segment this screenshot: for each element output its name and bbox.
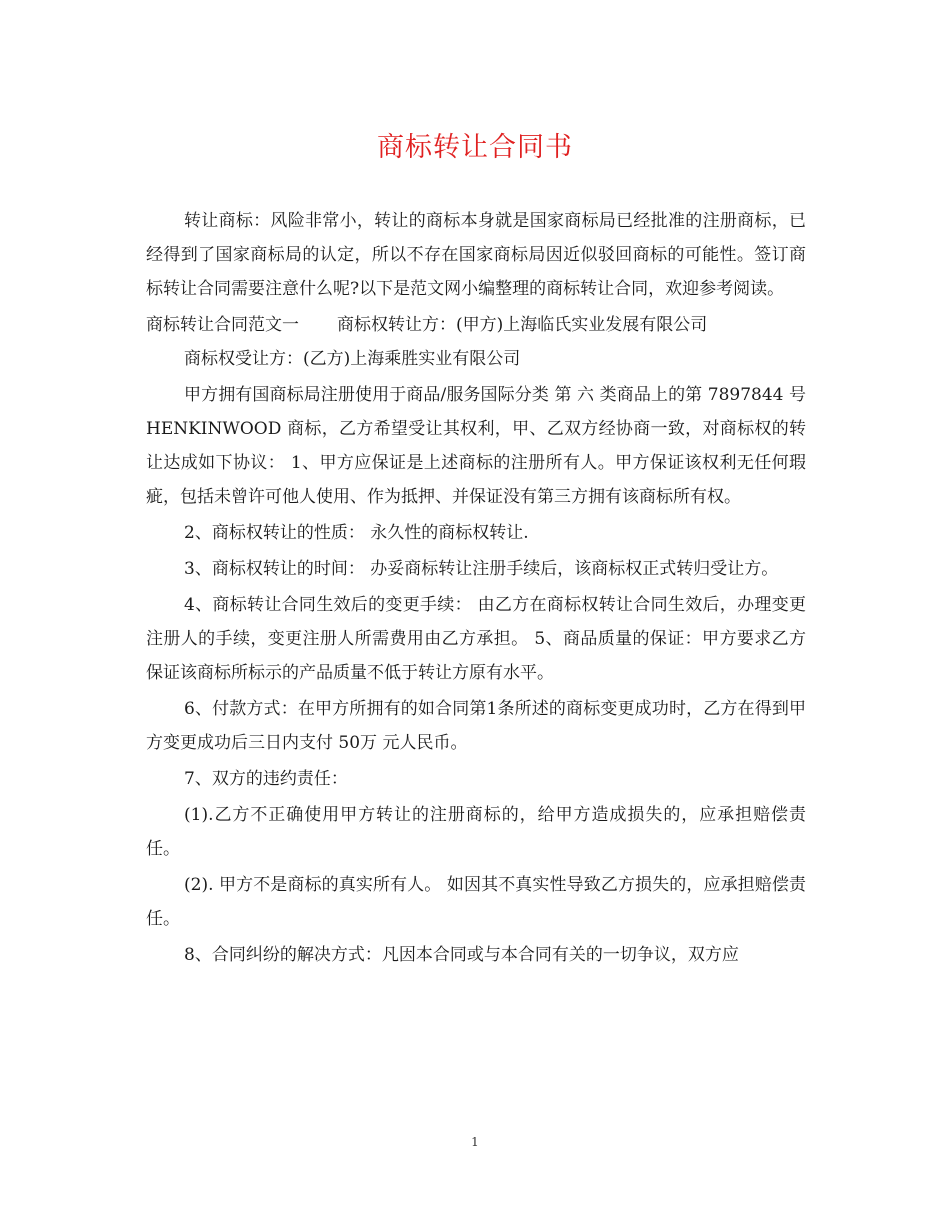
page-number: 1 bbox=[471, 1135, 479, 1149]
clause-7: 7、双方的违约责任： bbox=[184, 769, 348, 789]
parties-line bbox=[146, 308, 806, 342]
clause-2: 2、商标权转让的性质： 永久性的商标权转让. bbox=[184, 523, 529, 543]
document-title: 商标转让合同书 bbox=[377, 132, 573, 163]
clause-6: 6、付款方式：在甲方所拥有的如合同第1条所述的商标变更成功时，乙方在得到甲方变更成功后三日内支付 50万 元人民币。 bbox=[146, 699, 806, 753]
clause-3: 3、商标权转让的时间： 办妥商标转让注册手续后，该商标权正式转归受让方。 bbox=[184, 559, 779, 579]
clause-1: 甲方拥有国商标局注册使用于商品/服务国际分类 第 六 类商品上的第 7897844 号HENKINWOOD 商标，乙方希望受让其权利，甲、乙双方经协商一致，对商标权的转让达成如下协议： 1、甲方应保证是上述商标的注册所有人。甲方保证该权利无任何瑕疵，包括未曾许可他人使用、作为抵押、并保证没有第三方拥有该商标所有权。 bbox=[146, 385, 806, 507]
clause-8: 8、合同纠纷的解决方式：凡因本合同或与本合同有关的一切争议，双方应 bbox=[184, 945, 739, 965]
sample-heading: 商标转让合同范文一 bbox=[146, 315, 299, 335]
transferee-line: 商标权受让方：(乙方)上海乘胜实业有限公司 bbox=[184, 349, 521, 369]
intro-paragraph: 转让商标：风险非常小，转让的商标本身就是国家商标局已经批准的注册商标，已经得到了国家商标局的认定，所以不存在国家商标局因近似驳回商标的可能性。签订商标转让合同需要注意什么呢?以下是范文网小编整理的商标转让合同，欢迎参考阅读。 bbox=[146, 211, 806, 299]
transferor-line: 商标权转让方：(甲方)上海临氏实业发展有限公司 bbox=[337, 315, 708, 335]
document-body bbox=[146, 204, 806, 974]
clause-7-2: (2). 甲方不是商标的真实所有人。 如因其不真实性导致乙方损失的，应承担赔偿责任。 bbox=[146, 875, 806, 929]
clause-4: 4、商标转让合同生效后的变更手续： 由乙方在商标权转让合同生效后，办理变更注册人的手续，变更注册人所需费用由乙方承担。 5、商品质量的保证：甲方要求乙方保证该商标所标示的产品质量不低于转让方原有水平。 bbox=[146, 595, 806, 683]
clause-7-1: (1).乙方不正确使用甲方转让的注册商标的，给甲方造成损失的，应承担赔偿责任。 bbox=[146, 805, 806, 859]
